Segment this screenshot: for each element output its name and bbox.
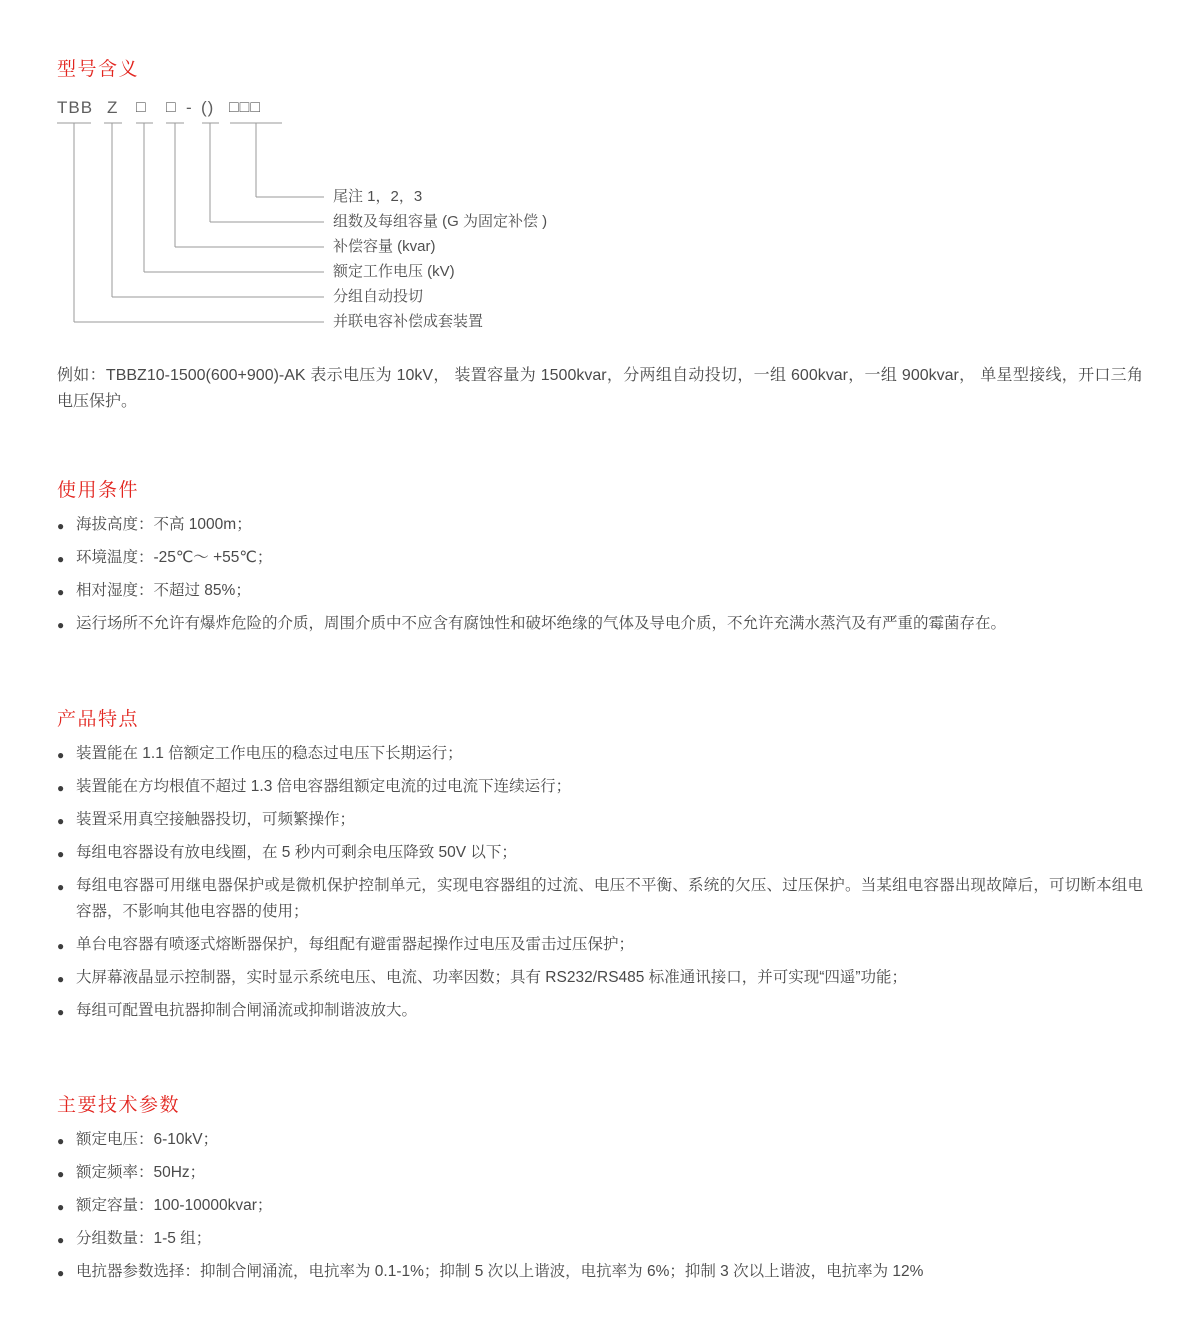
section-title-usage-conditions: 使用条件 xyxy=(57,480,140,501)
diagram-label-suffix: 尾注 1，2，3 xyxy=(333,188,423,205)
section-title-technical-parameters: 主要技术参数 xyxy=(57,1095,181,1116)
list-item-text: 运行场所不允许有爆炸危险的介质，周围介质中不应含有腐蚀性和破坏绝缘的气体及导电介质，不允许充满水蒸汽及有严重的霉菌存在。 xyxy=(76,615,1007,632)
model-code-part: Z xyxy=(107,98,119,117)
bullet-icon: ● xyxy=(57,519,65,533)
list-item-text: 额定容量：100-10000kvar； xyxy=(76,1197,273,1214)
diagram-label-groups-capacity: 组数及每组容量 (G 为固定补偿 ) xyxy=(333,213,548,230)
diagram-label-compensation-capacity: 补偿容量 (kvar) xyxy=(333,238,436,255)
bullet-icon: ● xyxy=(57,1200,65,1214)
list-item xyxy=(57,965,1143,991)
list-item-text: 分组数量：1-5 组； xyxy=(76,1230,212,1247)
bullet-icon: ● xyxy=(57,1233,65,1247)
bullet-icon: ● xyxy=(57,1167,65,1181)
diagram-label-rated-voltage: 额定工作电压 (kV) xyxy=(333,263,455,280)
list-item-text: 装置能在 1.1 倍额定工作电压的稳态过电压下长期运行； xyxy=(76,745,463,762)
bullet-icon: ● xyxy=(57,972,65,986)
product-features-list xyxy=(57,741,1143,1024)
list-item-text: 大屏幕液晶显示控制器，实时显示系统电压、电流、功率因数；具有 RS232/RS485 标准通讯接口，并可实现“四遥”功能； xyxy=(76,969,908,986)
list-item xyxy=(57,932,1143,958)
list-item xyxy=(57,611,1143,637)
model-example-paragraph: 例如：TBBZ10-1500(600+900)-AK 表示电压为 10kV， 装置容量为 1500kvar，分两组自动投切，一组 600kvar，一组 900kvar， 单星型接线，开口三角电压保护。 xyxy=(57,367,1143,410)
diagram-label-auto-switching: 分组自动投切 xyxy=(333,288,424,305)
list-item-text: 额定频率：50Hz； xyxy=(76,1164,206,1181)
list-item xyxy=(57,512,1143,538)
list-item xyxy=(57,840,1143,866)
list-item xyxy=(57,774,1143,800)
list-item-text: 相对湿度：不超过 85%； xyxy=(76,582,251,599)
list-item xyxy=(57,1226,1143,1252)
list-item xyxy=(57,1127,1143,1153)
list-item-text: 每组电容器可用继电器保护或是微机保护控制单元，实现电容器组的过流、电压不平衡、系统的欠压、过压保护。当某组电容器出现故障后，可切断本组电容器，不影响其他电容器的使用； xyxy=(76,877,1143,920)
list-item xyxy=(57,741,1143,767)
bullet-icon: ● xyxy=(57,847,65,861)
bullet-icon: ● xyxy=(57,618,65,632)
list-item-text: 装置能在方均根值不超过 1.3 倍电容器组额定电流的过电流下连续运行； xyxy=(76,778,572,795)
bullet-icon: ● xyxy=(57,1266,65,1280)
model-code-part: □□□ xyxy=(229,99,261,116)
list-item xyxy=(57,873,1143,925)
list-item-text: 环境温度：-25℃～ +55℃； xyxy=(76,549,273,566)
model-code-part: - xyxy=(186,98,193,117)
model-code-part: □ xyxy=(166,99,177,116)
list-item xyxy=(57,578,1143,604)
list-item xyxy=(57,1259,1143,1285)
model-code-part: TBB xyxy=(57,98,94,117)
model-code-diagram xyxy=(57,97,1143,337)
list-item-text: 每组可配置电抗器抑制合闸涌流或抑制谐波放大。 xyxy=(76,1002,418,1019)
list-item xyxy=(57,807,1143,833)
diagram-label-device-type: 并联电容补偿成套装置 xyxy=(333,313,484,330)
list-item xyxy=(57,998,1143,1024)
bullet-icon: ● xyxy=(57,748,65,762)
bullet-icon: ● xyxy=(57,1134,65,1148)
bullet-icon: ● xyxy=(57,1005,65,1019)
bullet-icon: ● xyxy=(57,880,65,894)
list-item-text: 额定电压：6-10kV； xyxy=(76,1131,219,1148)
bullet-icon: ● xyxy=(57,939,65,953)
bullet-icon: ● xyxy=(57,781,65,795)
technical-parameters-list xyxy=(57,1127,1143,1285)
list-item xyxy=(57,1160,1143,1186)
section-title-model-meaning: 型号含义 xyxy=(57,59,140,80)
bullet-icon: ● xyxy=(57,552,65,566)
bullet-icon: ● xyxy=(57,585,65,599)
list-item xyxy=(57,1193,1143,1219)
model-code-part: □ xyxy=(136,99,147,116)
bullet-icon: ● xyxy=(57,814,65,828)
list-item-text: 单台电容器有喷逐式熔断器保护，每组配有避雷器起操作过电压及雷击过压保护； xyxy=(76,936,635,953)
section-title-product-features: 产品特点 xyxy=(57,709,140,730)
list-item-text: 装置采用真空接触器投切，可频繁操作； xyxy=(76,811,356,828)
usage-conditions-list xyxy=(57,512,1143,637)
model-code-part: () xyxy=(201,98,215,117)
list-item xyxy=(57,545,1143,571)
list-item-text: 海拔高度：不高 1000m； xyxy=(76,516,252,533)
list-item-text: 每组电容器设有放电线圈，在 5 秒内可剩余电压降致 50V 以下； xyxy=(76,844,517,861)
list-item-text: 电抗器参数选择：抑制合闸涌流，电抗率为 0.1-1%；抑制 5 次以上谐波，电抗率为 6%；抑制 3 次以上谐波，电抗率为 12% xyxy=(76,1263,924,1280)
